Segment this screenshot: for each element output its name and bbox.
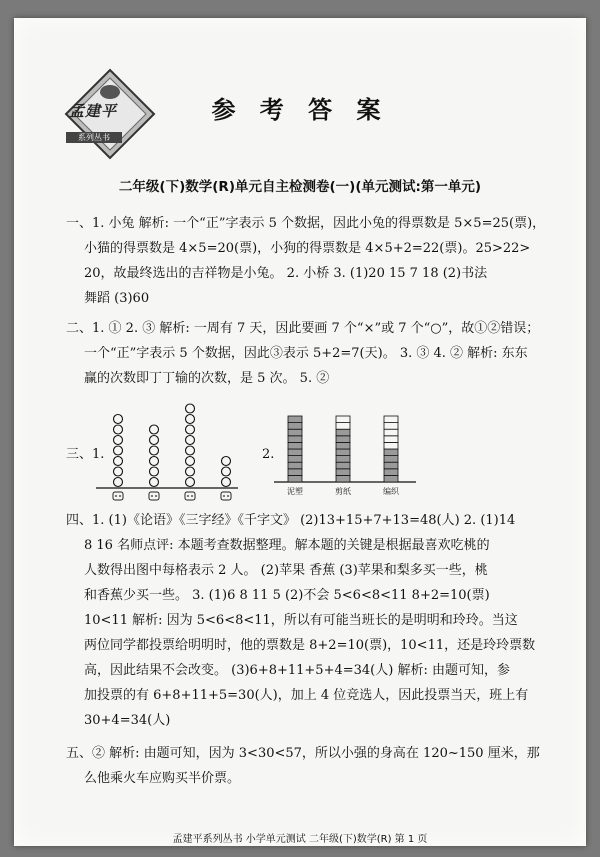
bar-cell	[288, 429, 302, 436]
bar-cell	[384, 423, 398, 430]
pictograph-circle	[186, 478, 195, 487]
bar-cell	[336, 469, 350, 476]
answer-line: 舞蹈 (3)60	[84, 291, 150, 306]
animal-icon	[149, 492, 159, 500]
bar-cell	[336, 436, 350, 443]
bar-cell	[336, 442, 350, 449]
bar-cell	[336, 456, 350, 463]
pictograph-circle	[186, 404, 195, 413]
bar-cell	[384, 449, 398, 456]
answer-line: 人数得出图中每格表示 2 人。 (2)苹果 香蕉 (3)苹果和梨多买一些，桃	[84, 563, 488, 578]
bar-cell	[384, 462, 398, 469]
bar-cell	[288, 475, 302, 482]
answer-line: 一个“正”字表示 5 个数据，因此③表示 5+2=7(天)。 3. ③ 4. ② 解析: 东东	[84, 346, 528, 361]
bar-cell	[288, 423, 302, 430]
bar-cell	[288, 456, 302, 463]
answer-line: 30+4=34(人)	[84, 713, 171, 728]
bar-category-label: 泥塑	[287, 487, 303, 496]
pictograph-circle	[186, 415, 195, 424]
pictograph-chart	[92, 398, 242, 506]
pictograph-circle	[150, 446, 159, 455]
answer-line: 两位同学都投票给明明时，他的票数是 8+2=10(票)，10<11，还是玲玲票数	[84, 638, 536, 653]
pictograph-circle	[222, 467, 231, 476]
pictograph-circle	[186, 446, 195, 455]
bar-cell	[336, 416, 350, 423]
bar-category-label: 剪纸	[335, 487, 351, 496]
animal-icon	[113, 492, 123, 500]
pictograph-circle	[114, 457, 123, 466]
pictograph-circle	[150, 436, 159, 445]
bar-cell	[384, 442, 398, 449]
bar-cell	[288, 462, 302, 469]
bar-cell	[336, 462, 350, 469]
bar-cell	[288, 449, 302, 456]
pictograph-circle	[222, 478, 231, 487]
pictograph-circle	[114, 436, 123, 445]
pictograph-circle	[114, 425, 123, 434]
answer-line: 五、② 解析: 由题可知，因为 3<30<57，所以小强的身高在 120~150 厘米，那	[66, 746, 540, 761]
bar-chart	[270, 404, 420, 500]
logo-subtitle: 系列丛书	[66, 132, 122, 143]
answer-line: 和香蕉少买一些。 3. (1)6 8 11 5 (2)不会 5<6<8<11 8+2=10(票)	[84, 588, 490, 603]
bar-cell	[288, 416, 302, 423]
bar-cell	[336, 449, 350, 456]
pictograph-circle	[114, 478, 123, 487]
page-footer: 孟建平系列丛书 小学单元测试 二年级(下)数学(R) 第 1 页	[172, 834, 428, 845]
pictograph-circle	[114, 446, 123, 455]
answer-line: 20，故最终选出的吉祥物是小兔。 2. 小桥 3. (1)20 15 7 18 (2)书法	[84, 266, 488, 281]
answer-line: 赢的次数即丁丁输的次数，是 5 次。 5. ②	[84, 371, 330, 386]
answer-line: 么他乘火车应购买半价票。	[84, 771, 241, 786]
pictograph-circle	[150, 425, 159, 434]
bar-cell	[336, 423, 350, 430]
pictograph-circle	[186, 436, 195, 445]
bar-cell	[384, 416, 398, 423]
answer-line: 小猫的得票数是 4×5=20(票)，小狗的得票数是 4×5+2=22(票)。25>22>	[84, 241, 531, 256]
page-subtitle: 二年级(下)数学(R)单元自主检测卷(一)(单元测试:第一单元)	[118, 179, 482, 195]
pictograph-circle	[150, 467, 159, 476]
pictograph-circle	[150, 457, 159, 466]
bar-cell	[384, 475, 398, 482]
bar-category-label: 编织	[383, 487, 399, 496]
bar-cell	[384, 469, 398, 476]
bar-cell	[384, 456, 398, 463]
answer-line: 四、1. (1)《论语》《三字经》《千字文》 (2)13+15+7+13=48(人) 2. (1)14	[66, 513, 516, 528]
bar-cell	[288, 442, 302, 449]
pictograph-circle	[222, 457, 231, 466]
pictograph-circle	[186, 467, 195, 476]
animal-icon	[221, 492, 231, 500]
bar-cell	[336, 429, 350, 436]
section-3-q2-label: 2.	[262, 447, 275, 462]
pictograph-circle	[150, 478, 159, 487]
page-title: 参 考 答 案	[211, 96, 389, 124]
bar-cell	[384, 429, 398, 436]
bar-cell	[336, 475, 350, 482]
answer-line: 8 16 名师点评: 本题考查数据整理。解本题的关键是根据最喜欢吃桃的	[84, 538, 490, 553]
answer-line: 10<11 解析: 因为 5<6<8<11，所以有可能当班长的是明明和玲玲。当这	[84, 613, 518, 628]
bar-cell	[288, 436, 302, 443]
answer-line: 加投票的有 6+8+11+5=30(人)，加上 4 位竞选人，因此投票当天，班上有	[84, 688, 529, 703]
section-3-label: 三、1.	[66, 447, 105, 462]
pictograph-circle	[114, 467, 123, 476]
logo-text: 孟建平	[68, 102, 117, 120]
bar-cell	[384, 436, 398, 443]
animal-icon	[185, 492, 195, 500]
answer-line: 高，因此结果不会改变。 (3)6+8+11+5+4=34(人) 解析: 由题可知，参	[84, 663, 510, 678]
pictograph-circle	[114, 415, 123, 424]
pictograph-circle	[186, 425, 195, 434]
bar-cell	[288, 469, 302, 476]
answer-line: 二、1. ① 2. ③ 解析: 一周有 7 天，因此要画 7 个“×”或 7 个“○”，故①②错误；	[66, 321, 540, 336]
answer-line: 一、1. 小兔 解析: 一个“正”字表示 5 个数据，因此小兔的得票数是 5×5=25(票)，	[66, 216, 546, 231]
pictograph-circle	[186, 457, 195, 466]
